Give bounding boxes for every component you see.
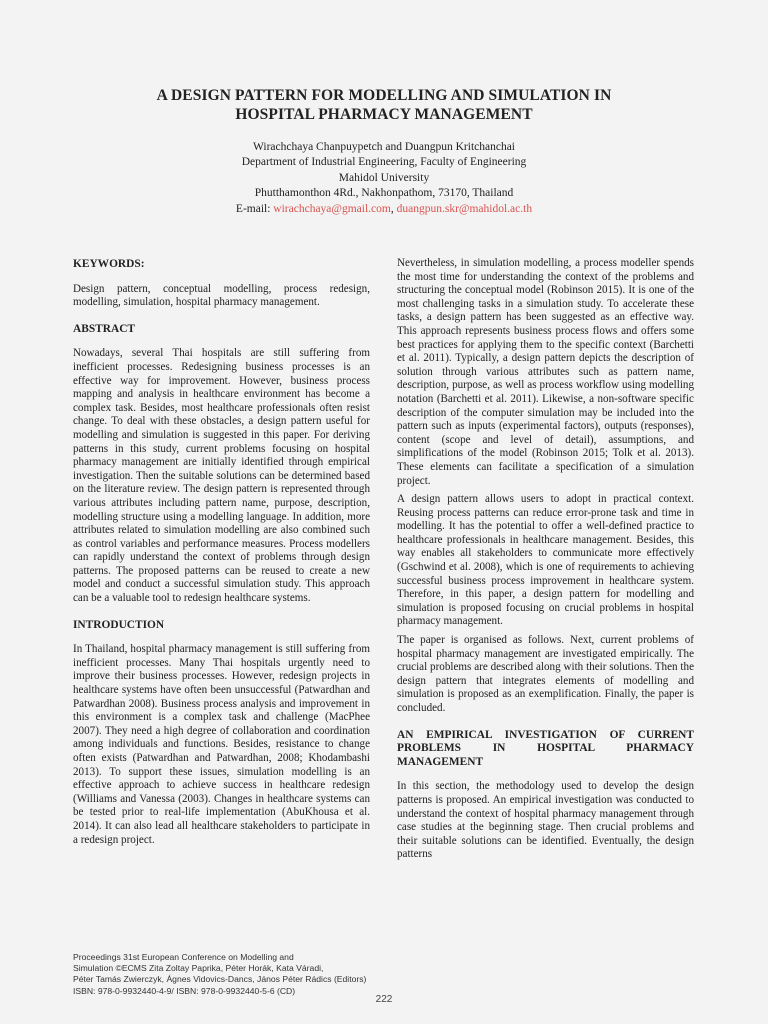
page-number: 222 [375,994,393,1005]
email-link-2[interactable]: duangpun.skr@mahidol.ac.th [396,202,533,215]
footer-line-2: Simulation ©ECMS Zita Zoltay Paprika, Péter Horák, Kata Váradi, [73,963,324,974]
right-paragraph-2: A design pattern allows users to adopt in practical context. Reusing process patterns can reduce error-prone task and time in modelling. It has the potential to offer a well-defined practice to healthcare professionals in healthcare management. Besides, this way enables all stakeholders to communicate more effectively (Gschwind et al. 2008), which is one of requirements to achieving successful business process improvement in healthcare system. Therefore, in this paper, a design pattern for modelling and simulation is proposed focusing on crucial problems in hospital pharmacy management. [397,493,694,628]
right-paragraph-3: The paper is organised as follows. Next, current problems of hospital pharmacy management are investigated empirically. The crucial problems are described along with their solutions. Then the design pattern that integrates elements of modelling and simulation is proposed as an exemplification. Finally, the paper is concluded. [397,634,694,714]
paper-title [60,86,708,124]
keywords-heading: KEYWORDS: [73,258,145,270]
author-block [60,140,708,217]
proceedings-footer [73,952,473,997]
abstract-heading: ABSTRACT [73,322,136,335]
email-label: E-mail: [235,202,271,215]
author-university: Mahidol University [338,171,430,184]
title-line-2: HOSPITAL PHARMACY MANAGEMENT [235,106,533,123]
abstract-text: Nowadays, several Thai hospitals are still suffering from inefficient processes. Redesigning business processes is an effective way for improvement. However, business process mapping and analysis in healthcare environment has become a complex task. Besides, most healthcare professionals often resist change. To deal with these obstacles, a design pattern useful for modelling and simulation is suggested in this paper. For deriving patterns in this study, current problems focusing on hospital pharmacy management are initially identified through empirical investigation. Then the suitable solutions can be determined based on the literature review. The design pattern is represented through various attributes including pattern name, purpose, description, modelling structure using a modelling language. In addition, more attributes related to simulation modelling are also combined such as control variables and performance measures. Process modellers can rapidly understand the context of problems through design patterns. The proposed patterns can be reused to create a new model and conduct a successful simulation study. This approach can be a valuable tool to redesign healthcare systems. [73,347,370,605]
introduction-text: In Thailand, hospital pharmacy management is still suffering from inefficient processes. Many Thai hospitals urgently need to improve their business processes. However, redesign projects in healthcare systems have often been unsuccessful (Patwardhan and Patwardhan 2008). Business process analysis and improvement in this environment is a complex task and challenge (MacPhee 2007). They need a high degree of collaboration and coordination among individuals and functions. Besides, resistance to change often exists (Patwardhan and Patwardhan, 2008; Khodambashi 2013). To support these issues, simulation modelling is an effective approach to achieve success in healthcare redesign (Williams and Vanessa (2003). Changes in healthcare systems can be tested prior to real-life implementation (AbuKhousa et al. 2014). It can also lead all healthcare stakeholders to participate in a redesign project. [73,643,370,846]
footer-line-1: Proceedings 31st European Conference on Modelling and [73,952,294,962]
right-column [397,257,694,862]
email-separator: , [390,202,394,215]
title-line-1: A DESIGN PATTERN FOR MODELLING AND SIMULATION IN [156,87,612,104]
author-department: Department of Industrial Engineering, Faculty of Engineering [241,156,527,169]
author-address: Phutthamonthon 4Rd., Nakhonpathom, 73170, Thailand [254,187,514,200]
left-column [73,258,370,847]
introduction-heading: INTRODUCTION [73,618,165,631]
section-heading: AN EMPIRICAL INVESTIGATION OF CURRENT PROBLEMS IN HOSPITAL PHARMACY MANAGEMENT [397,728,694,768]
keywords-text: Design pattern, conceptual modelling, process redesign, modelling, simulation, hospital pharmacy management. [73,282,370,309]
author-email-line [60,202,708,217]
footer-line-4: ISBN: 978-0-9932440-4-9/ ISBN: 978-0-9932440-5-6 (CD) [73,985,296,996]
right-paragraph-1: Nevertheless, in simulation modelling, a process modeller spends the most time for understanding the context of the problems and structuring the conceptual model (Robinson 2015). It is one of the most challenging tasks in a simulation study. To accelerate these tasks, a design pattern has been suggested as an effective way. This approach represents business process flows and offers some best practices for applying them to the specific context (Barchetti et al. 2011). Typically, a design pattern depicts the description of solution through various attributes such as pattern name, description, purpose, as well as process workflow using modelling notation (Barchetti et al. 2011). Likewise, a non-software specific description of the computer simulation may be included into the pattern such as inputs (experimental factors), outputs (responses), content (scope and level of detail), assumptions, and simplifications of the model (Robinson 2015; Tolk et al. 2013). These elements can facilitate a specification of a simulation project. [397,257,694,487]
section-text: In this section, the methodology used to develop the design patterns is proposed. An empirical investigation was conducted to understand the context of hospital pharmacy management through case studies at the beginning stage. Then crucial problems and their suitable solutions can be identified. Eventually, the design patterns [397,780,694,861]
footer-line-3: Péter Tamás Zwierczyk, Ágnes Vidovics-Dancs, János Péter Rádics (Editors) [73,974,367,985]
email-link-1[interactable]: wirachchaya@gmail.com [273,202,391,215]
author-names: Wirachchaya Chanpuypetch and Duangpun Kritchanchai [252,141,516,153]
